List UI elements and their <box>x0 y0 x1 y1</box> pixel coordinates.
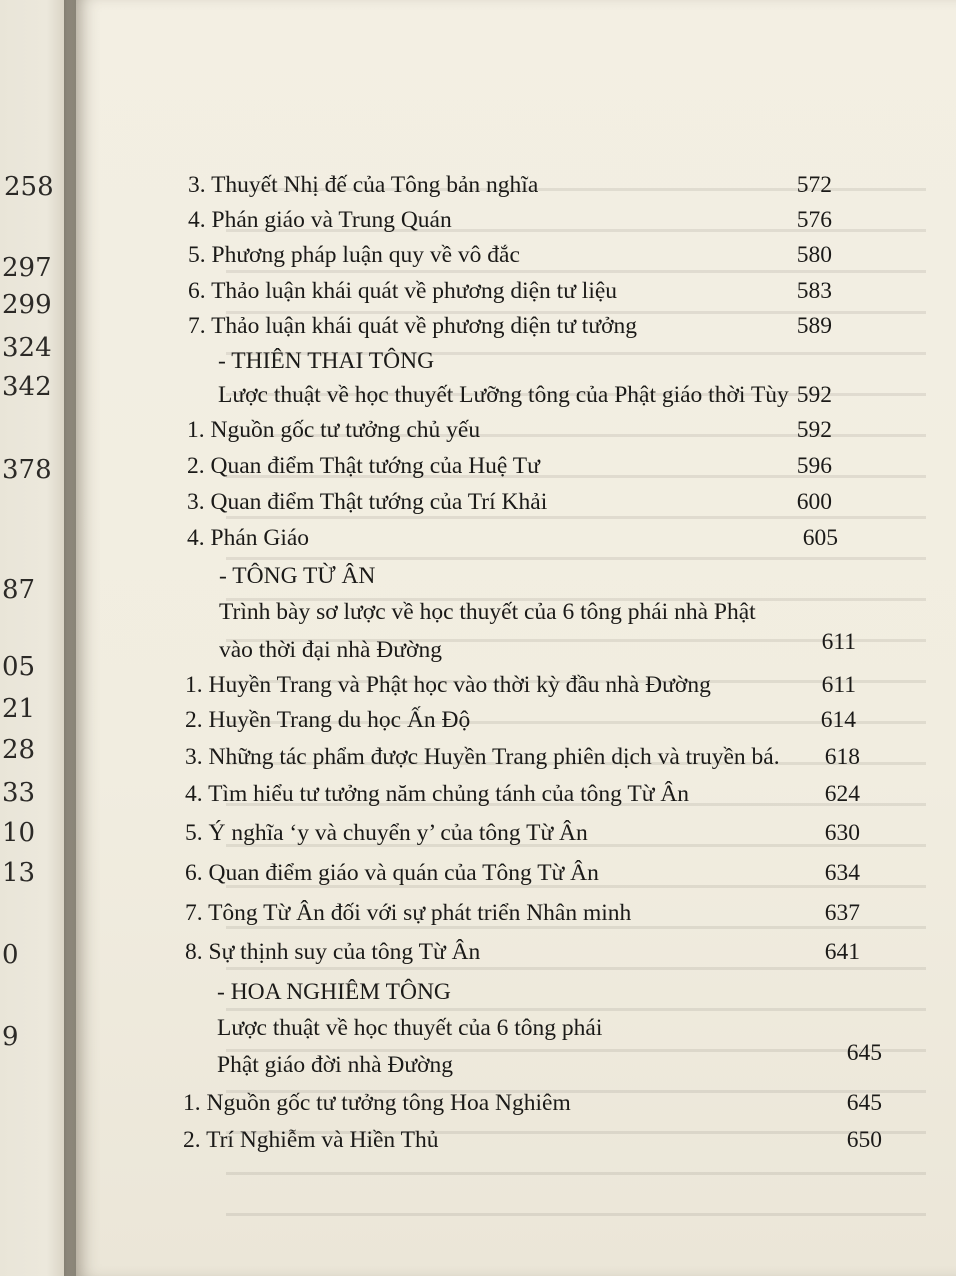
toc-entry-page: 580 <box>796 242 832 268</box>
toc-entry-title: 4. Tìm hiểu tư tưởng năm chủng tánh của tông Từ Ân <box>185 781 690 807</box>
toc-entry-page: 592 <box>796 417 832 443</box>
left-page-number: 10 <box>2 818 36 848</box>
toc-entry-title: vào thời đại nhà Đường <box>219 637 442 663</box>
toc-entry-title: Lược thuật về học thuyết Lưỡng tông của Phật giáo thời Tùy <box>218 382 789 408</box>
section-heading-title: - TÔNG TỪ ÂN <box>219 563 376 589</box>
toc-entry-title: 2. Trí Nghiễm và Hiền Thủ <box>183 1127 439 1153</box>
toc-entry <box>76 742 956 778</box>
toc-entry <box>76 937 956 973</box>
left-page-number: 13 <box>2 858 36 888</box>
toc-entry-title: 1. Huyền Trang và Phật học vào thời kỳ đầu nhà Đường <box>185 672 711 698</box>
toc-entry <box>76 858 956 894</box>
toc-entry-page: 641 <box>824 939 860 965</box>
left-page-number: 342 <box>2 372 52 402</box>
toc-entry-title: 7. Tông Từ Ân đối với sự phát triển Nhân minh <box>185 900 632 926</box>
toc-entry-title: 4. Phán giáo và Trung Quán <box>188 207 452 233</box>
toc-entry-page: 614 <box>820 707 856 733</box>
toc-entry-page: 650 <box>846 1127 882 1153</box>
toc-entry <box>76 779 956 815</box>
toc-entry <box>76 415 956 451</box>
table-of-contents <box>76 0 956 1276</box>
section-heading <box>76 346 956 382</box>
toc-entry-page: 576 <box>796 207 832 233</box>
left-page-number: 0 <box>2 940 19 970</box>
left-page-number: 378 <box>2 455 52 485</box>
toc-entry-page: 600 <box>796 489 832 515</box>
toc-entry-title: 3. Những tác phẩm được Huyền Trang phiên dịch và truyền bá. <box>185 744 780 770</box>
toc-entry <box>76 170 956 206</box>
left-page-number: 297 <box>2 253 52 283</box>
left-page-number: 33 <box>2 778 36 808</box>
toc-entry <box>76 487 956 523</box>
toc-entry-page: 618 <box>824 744 860 770</box>
left-page-number: 324 <box>2 333 52 363</box>
toc-entry-title: Trình bày sơ lược về học thuyết của 6 tông phái nhà Phật <box>219 599 756 625</box>
section-heading <box>76 977 956 1013</box>
toc-entry <box>76 1038 956 1074</box>
section-heading-title: - THIÊN THAI TÔNG <box>218 348 435 374</box>
toc-entry-page: 592 <box>796 382 832 408</box>
left-page-number: 87 <box>2 575 36 605</box>
toc-entry <box>76 380 956 416</box>
toc-entry <box>76 627 956 663</box>
toc-entry-page: 583 <box>796 278 832 304</box>
section-heading-title: - HOA NGHIÊM TÔNG <box>217 979 451 1005</box>
toc-entry-title: 3. Thuyết Nhị đế của Tông bản nghĩa <box>188 172 539 198</box>
toc-entry-page: 645 <box>846 1090 882 1116</box>
left-page-number: 258 <box>4 172 54 202</box>
toc-entry-page: 630 <box>824 820 860 846</box>
toc-entry-page: 611 <box>821 629 856 655</box>
left-page-number: 21 <box>2 694 36 724</box>
toc-entry <box>76 523 956 559</box>
toc-entry-page: 611 <box>821 672 856 698</box>
toc-entry-title: 4. Phán Giáo <box>187 525 310 551</box>
toc-entry-page: 637 <box>824 900 860 926</box>
toc-entry <box>76 205 956 241</box>
toc-entry-title: Lược thuật về học thuyết của 6 tông phái <box>217 1015 603 1041</box>
toc-entry <box>76 670 956 706</box>
toc-entry <box>76 818 956 854</box>
section-heading <box>76 561 956 597</box>
toc-entry <box>76 1088 956 1124</box>
toc-entry <box>76 276 956 312</box>
toc-entry-title: 1. Nguồn gốc tư tưởng chủ yếu <box>187 417 481 443</box>
toc-entry-page: 589 <box>796 313 832 339</box>
toc-entry-title: 5. Phương pháp luận quy về vô đắc <box>188 242 520 268</box>
toc-entry <box>76 240 956 276</box>
toc-entry <box>76 311 956 347</box>
left-page-number: 05 <box>2 652 36 682</box>
toc-entry-title: Phật giáo đời nhà Đường <box>217 1052 454 1078</box>
toc-page <box>76 0 956 1276</box>
left-page-number: 299 <box>2 290 52 320</box>
toc-entry <box>76 451 956 487</box>
toc-entry-title: 6. Quan điểm giáo và quán của Tông Từ Ân <box>185 860 599 886</box>
left-page-number: 28 <box>2 735 36 765</box>
toc-entry-page: 596 <box>796 453 832 479</box>
toc-entry-title: 6. Thảo luận khái quát về phương diện tư liệu <box>188 278 618 304</box>
toc-entry-page: 605 <box>802 525 838 551</box>
toc-entry <box>76 705 956 741</box>
toc-entry-title: 8. Sự thịnh suy của tông Từ Ân <box>185 939 481 965</box>
toc-entry <box>76 1125 956 1161</box>
toc-entry-title: 1. Nguồn gốc tư tưởng tông Hoa Nghiêm <box>183 1090 571 1116</box>
toc-entry-title: 5. Ý nghĩa ‘y và chuyển y’ của tông Từ Ân <box>185 820 588 846</box>
toc-entry <box>76 898 956 934</box>
toc-entry-page: 572 <box>796 172 832 198</box>
toc-entry-title: 7. Thảo luận khái quát về phương diện tư tưởng <box>188 313 638 339</box>
toc-entry-page: 645 <box>846 1040 882 1066</box>
toc-entry-title: 2. Quan điểm Thật tướng của Huệ Tư <box>187 453 540 479</box>
toc-entry-title: 2. Huyền Trang du học Ấn Độ <box>185 707 471 733</box>
toc-entry-page: 624 <box>824 781 860 807</box>
toc-entry-title: 3. Quan điểm Thật tướng của Trí Khải <box>187 489 548 515</box>
toc-entry-page: 634 <box>824 860 860 886</box>
left-page-number: 9 <box>2 1022 19 1052</box>
